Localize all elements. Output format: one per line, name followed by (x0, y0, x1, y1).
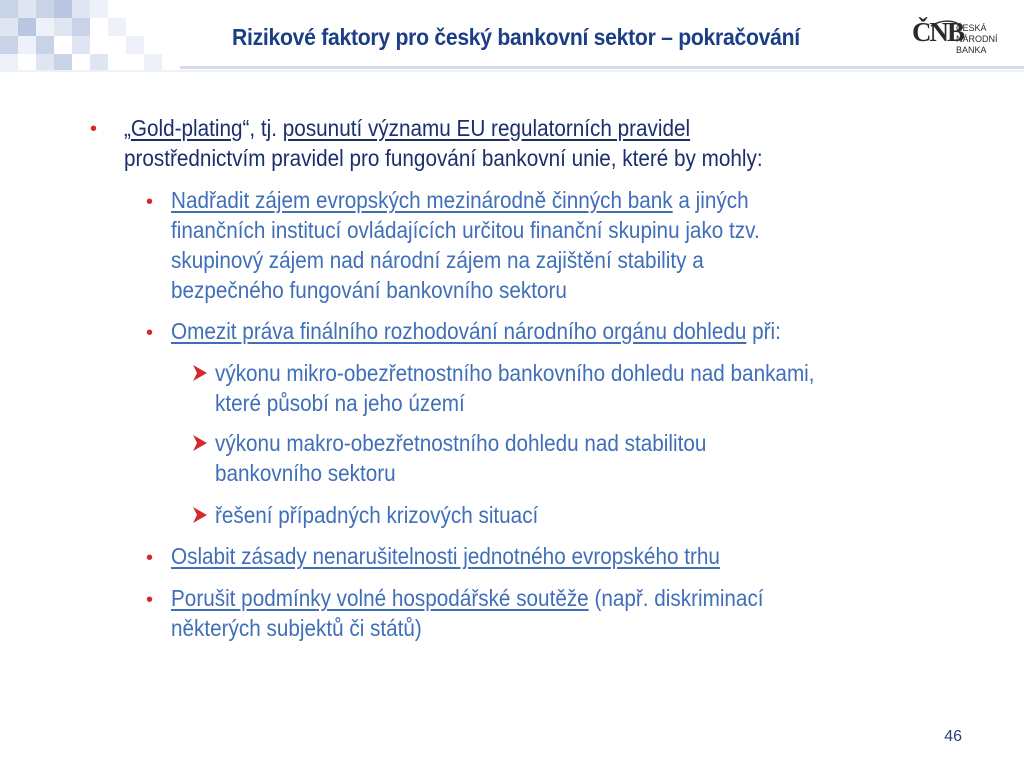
eu-regulation-link[interactable]: posunutí významu EU regulatorních pravidel (282, 115, 691, 141)
bullet-icon: • (90, 118, 98, 140)
item-3c-line-1: řešení případných krizových situací (215, 502, 539, 528)
arrow-bullet-icon (192, 364, 208, 382)
item-2-line-1 (171, 185, 749, 215)
item-1-line-1 (124, 113, 690, 143)
slide-title: Rizikové faktory pro český bankovní sektor – pokračování (232, 24, 800, 50)
item-3-line-1 (171, 316, 781, 346)
logo-line1: ČESKÁ (956, 23, 987, 33)
item-5-rest: (např. diskriminací (588, 585, 764, 611)
item-2-link[interactable]: Nadřadit zájem evropských mezinárodně činných bank (171, 187, 673, 213)
item-2-rest: a jiných (672, 187, 749, 213)
logo-mark: ČNB (912, 17, 964, 47)
item-3b-line-1: výkonu makro-obezřetnostního dohledu nad stabilitou (215, 430, 707, 456)
page-number: 46 (944, 728, 962, 745)
logo-line2: NÁRODNÍ BANKA (956, 34, 998, 55)
item-3-rest: při: (746, 318, 781, 344)
item-3-link[interactable]: Omezit práva finálního rozhodování národního orgánu dohledu (171, 318, 747, 344)
item-5-line-1 (171, 583, 764, 613)
arrow-bullet-icon (192, 434, 208, 452)
item-3a-line-2: které působí na jeho území (215, 390, 465, 416)
bullet-icon: • (146, 589, 154, 611)
item-1-part1: „ (124, 115, 131, 141)
item-1-part2: “, tj. (242, 115, 283, 141)
item-5-link[interactable]: Porušit podmínky volné hospodářské soutěže (171, 585, 589, 611)
bullet-icon: • (146, 322, 154, 344)
bullet-icon: • (146, 547, 154, 569)
gold-plating-link[interactable]: Gold-plating (130, 115, 243, 141)
item-2-line-2: finančních institucí ovládajících určitou finanční skupinu jako tzv. (171, 217, 760, 243)
item-4-line-1 (171, 541, 720, 571)
item-3a-line-1: výkonu mikro-obezřetnostního bankovního dohledu nad bankami, (215, 360, 815, 386)
item-2-line-3: skupinový zájem nad národní zájem na zajištění stability a (171, 247, 704, 273)
arrow-bullet-icon (192, 506, 208, 524)
item-1-line-2: prostřednictvím pravidel pro fungování bankovní unie, které by mohly: (124, 145, 763, 171)
item-4-link[interactable]: Oslabit zásady nenarušitelnosti jednotného evropského trhu (171, 543, 720, 569)
item-2-line-4: bezpečného fungování bankovního sektoru (171, 277, 567, 303)
item-3b-line-2: bankovního sektoru (215, 460, 396, 486)
item-5-line-2: některých subjektů či států) (171, 615, 422, 641)
bullet-icon: • (146, 191, 154, 213)
